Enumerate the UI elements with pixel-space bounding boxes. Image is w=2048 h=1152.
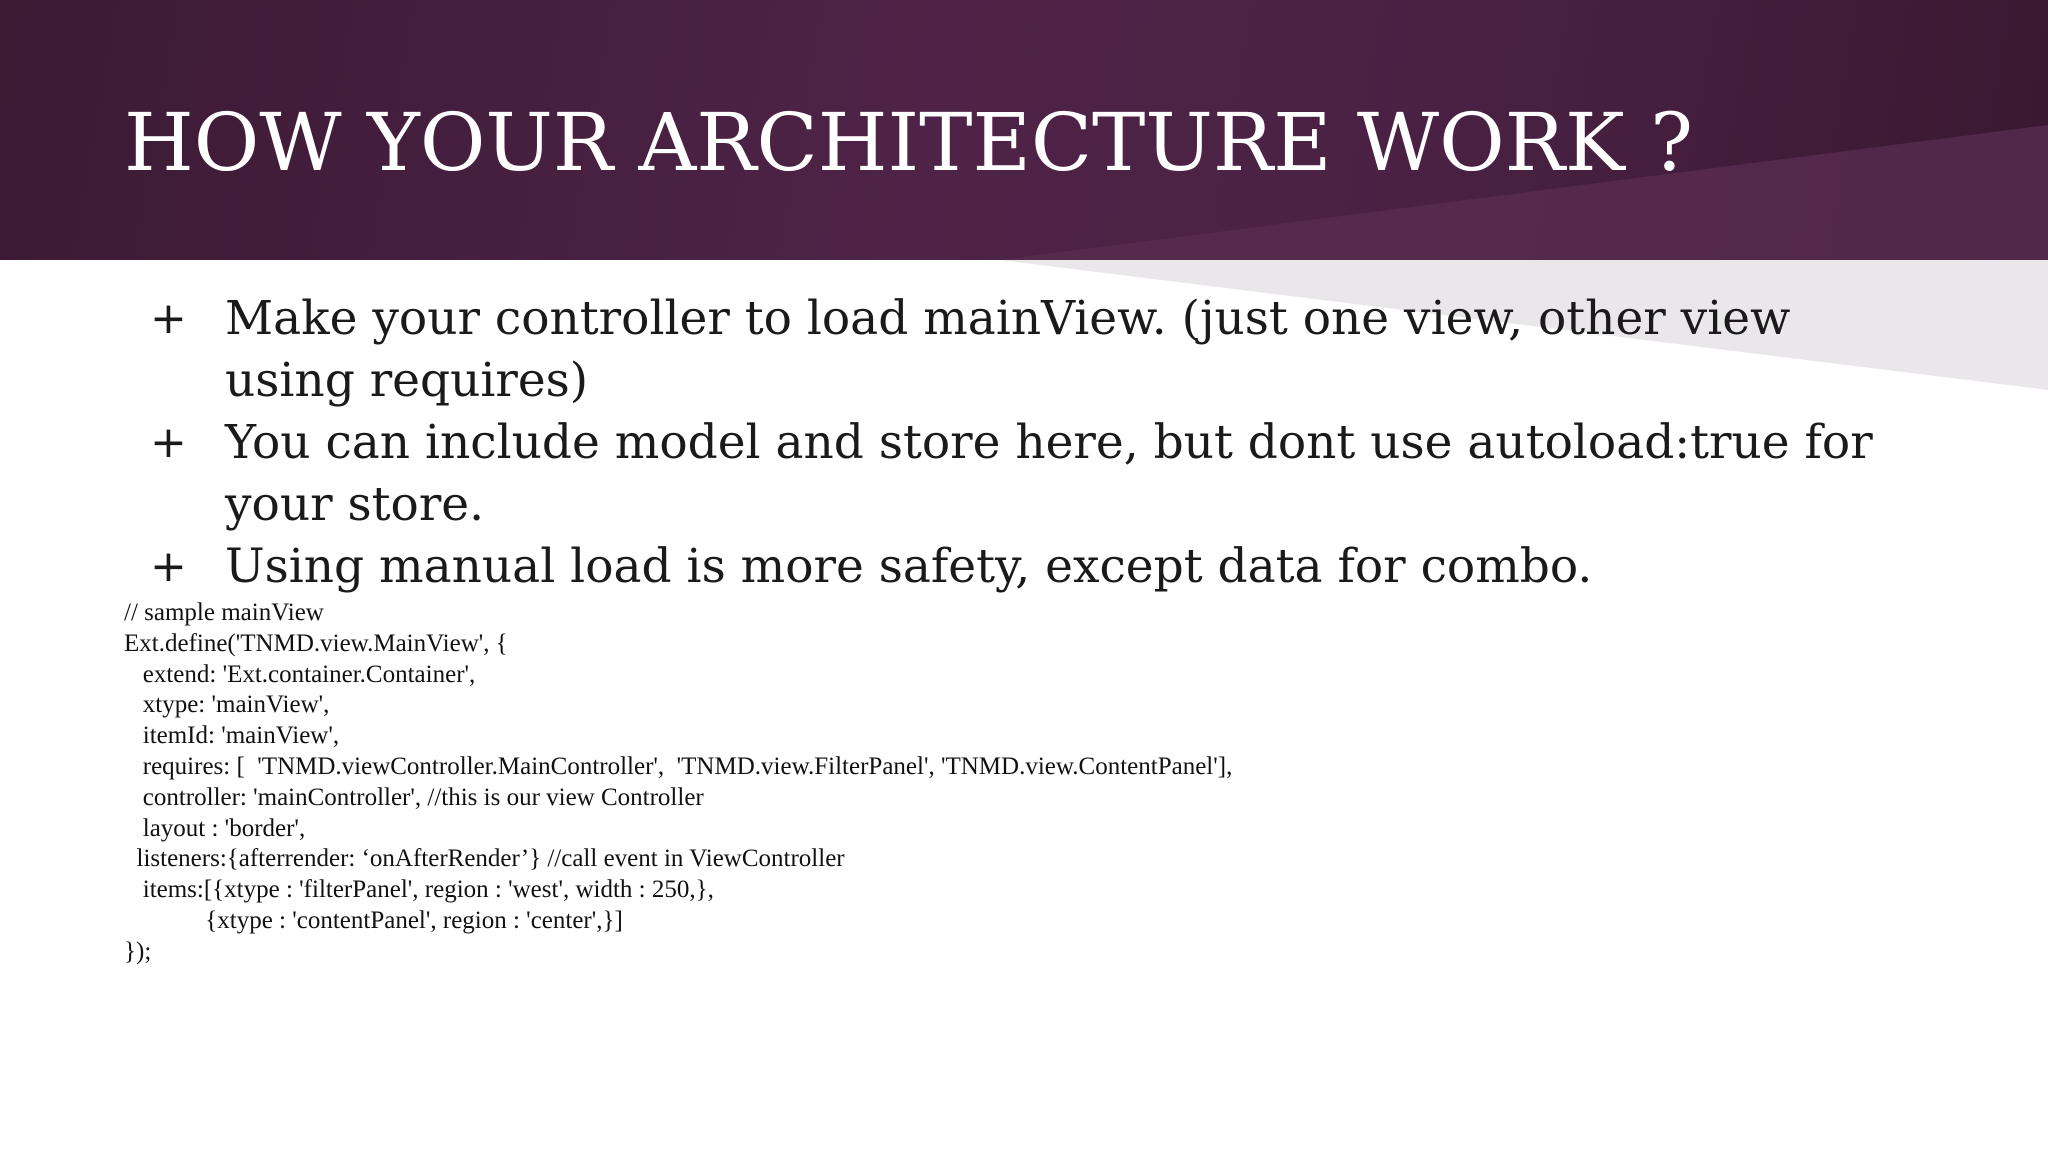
- code-line: layout : 'border',: [124, 814, 306, 842]
- code-line: itemId: 'mainView',: [124, 722, 340, 750]
- code-line: items:[{xtype : 'filterPanel', region : 'west', width : 250,},: [124, 876, 714, 904]
- code-line: Ext.define('TNMD.view.MainView', {: [124, 629, 508, 657]
- code-line: extend: 'Ext.container.Container',: [124, 660, 476, 688]
- bullet-text: Make your controller to load mainView. (just one view, other view using requires): [225, 291, 1791, 408]
- code-line: xtype: 'mainView',: [124, 691, 330, 719]
- bullet-item: [150, 412, 1930, 536]
- bullet-text: You can include model and store here, but dont use autoload:true for your store.: [225, 415, 1873, 532]
- code-line: {xtype : 'contentPanel', region : 'center',}]: [124, 906, 623, 934]
- bullet-text: Using manual load is more safety, except data for combo.: [225, 539, 1593, 594]
- plus-icon: +: [150, 417, 187, 468]
- bullet-list: [150, 288, 1930, 598]
- code-line: controller: 'mainController', //this is our view Controller: [124, 783, 704, 811]
- bullet-item: [150, 536, 1930, 598]
- code-line: requires: [ 'TNMD.viewController.MainController', 'TNMD.view.FilterPanel', 'TNMD.view.ContentPanel'],: [124, 752, 1233, 780]
- code-line: // sample mainView: [124, 599, 324, 626]
- slide-title: HOW YOUR ARCHITECTURE WORK ?: [124, 96, 1694, 189]
- code-line: listeners:{afterrender: ‘onAfterRender’} //call event in ViewController: [124, 845, 845, 873]
- plus-icon: +: [150, 293, 187, 344]
- plus-icon: +: [150, 541, 187, 592]
- code-line: });: [124, 937, 152, 965]
- code-sample: [124, 598, 1232, 968]
- bullet-item: [150, 288, 1930, 412]
